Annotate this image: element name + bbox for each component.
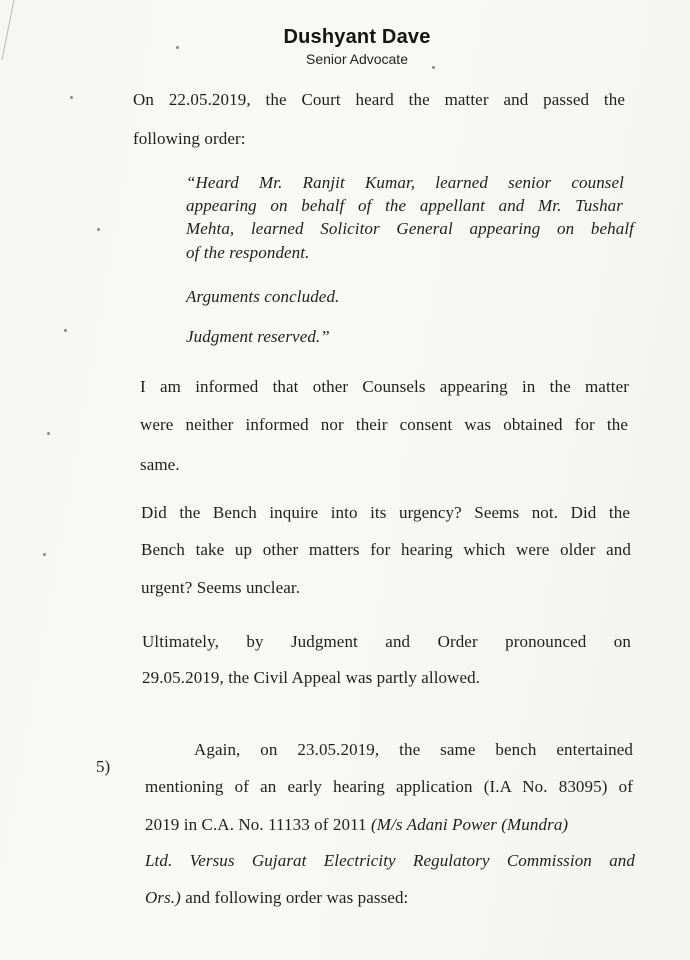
intro-line-2: following order: (133, 129, 246, 148)
word: on (613, 632, 631, 651)
para5-line-3 (145, 815, 568, 835)
word: Judgment (290, 632, 358, 651)
quote-line-4: of the respondent. (186, 243, 310, 262)
scan-speck (43, 553, 46, 556)
scan-speck (70, 96, 73, 99)
case-title-italic-end: Ors.) (145, 888, 181, 907)
paragraph-number: 5) (96, 757, 111, 776)
word: Ultimately, (142, 632, 219, 651)
advocate-name: Dushyant Dave (283, 26, 431, 48)
scan-speck (97, 228, 100, 231)
word: and (385, 632, 411, 651)
para5-line-5 (145, 888, 408, 908)
ultimately-line-1 (142, 632, 631, 652)
ultimately-line-2: 29.05.2019, the Civil Appeal was partly allowed. (142, 668, 481, 687)
bench-line-3: urgent? Seems unclear. (141, 578, 301, 597)
informed-line-1: I am informed that other Counsels appearing in the matter (140, 377, 629, 396)
bench-line-1: Did the Bench inquire into its urgency? Seems not. Did the (141, 503, 630, 522)
word: Order (437, 632, 478, 651)
quote-line-2: appearing on behalf of the appellant and Mr. Tushar (186, 196, 623, 215)
intro-line-1: On 22.05.2019, the Court heard the matter and passed the (133, 90, 625, 109)
case-number-text: 2019 in C.A. No. 11133 of 2011 (145, 815, 371, 834)
quote-line-6: Judgment reserved.” (186, 327, 330, 346)
letterhead (0, 26, 690, 67)
scan-speck (47, 432, 50, 435)
para5-line-4: Ltd. Versus Gujarat Electricity Regulatory Commission and (145, 851, 635, 870)
para5-line-1: Again, on 23.05.2019, the same bench entertained (194, 740, 633, 759)
para5-line-2: mentioning of an early hearing application (I.A No. 83095) of (145, 777, 633, 796)
quote-line-5: Arguments concluded. (186, 287, 340, 306)
informed-line-2: were neither informed nor their consent was obtained for the (140, 415, 628, 434)
word: pronounced (505, 632, 587, 651)
informed-line-3: same. (140, 455, 180, 474)
case-title-italic: (M/s Adani Power (Mundra) (370, 815, 569, 834)
quote-line-3: Mehta, learned Solicitor General appearing on behalf (186, 219, 634, 238)
quote-line-1: “Heard Mr. Ranjit Kumar, learned senior counsel (186, 173, 624, 192)
bench-line-2: Bench take up other matters for hearing which were older and (141, 540, 631, 559)
scan-speck (64, 329, 67, 332)
word: by (246, 632, 264, 651)
order-passed-text: and following order was passed: (180, 888, 409, 907)
advocate-title: Senior Advocate (306, 51, 408, 67)
